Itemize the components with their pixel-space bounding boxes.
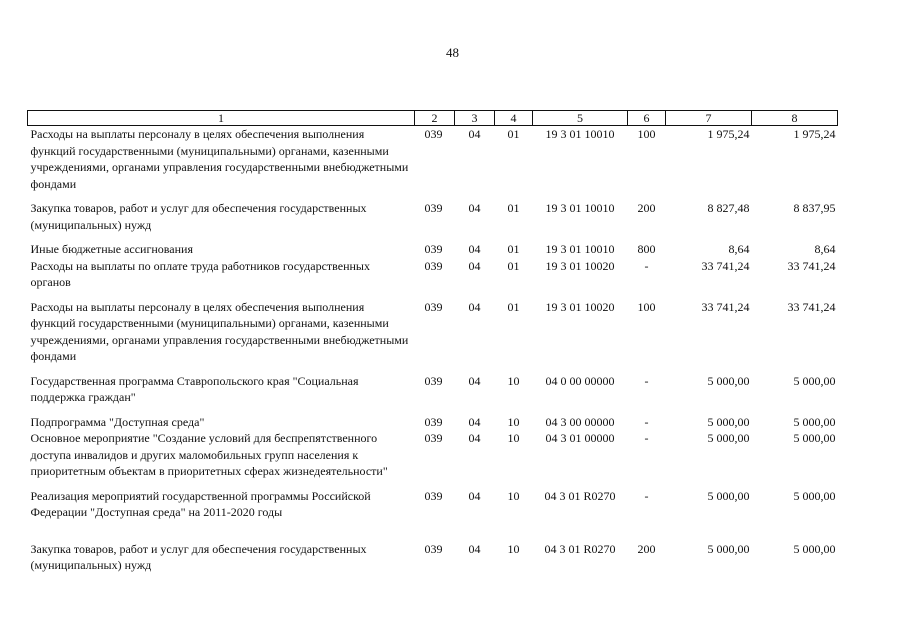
row-target-article: 04 3 01 R0270 <box>544 541 616 556</box>
header-col-8: 8 <box>752 111 838 126</box>
table-row <box>28 373 838 414</box>
row-amount-7: 8,64 <box>728 242 750 256</box>
row-target-article: 19 3 01 10010 <box>545 242 615 256</box>
row-subsection: 10 <box>507 431 520 445</box>
row-ministry-code: 039 <box>424 431 443 445</box>
row-name: Государственная программа Ставропольского края "Социальная поддержка граждан" <box>30 373 359 404</box>
row-section: 04 <box>468 258 481 273</box>
row-amount-8: 5 000,00 <box>793 541 836 556</box>
row-section: 04 <box>468 488 481 503</box>
table-row <box>28 241 838 258</box>
row-amount-7: 5 000,00 <box>707 414 750 429</box>
table-row <box>28 488 838 541</box>
row-ministry-code: 039 <box>424 373 443 388</box>
row-name: Расходы на выплаты по оплате труда работников государственных органов <box>30 258 370 289</box>
row-target-article: 19 3 01 10010 <box>545 201 615 215</box>
row-ministry-code: 039 <box>424 414 443 429</box>
row-name: Расходы на выплаты персоналу в целях обеспечения выполнения функций государственными (муниципальными) органами, казенными учреждениями, органами управления государственными внебюджетными фондами <box>30 127 409 191</box>
row-amount-8: 8,64 <box>814 242 836 256</box>
row-section: 04 <box>468 299 481 314</box>
table-row <box>28 258 838 299</box>
row-amount-8: 5 000,00 <box>793 373 836 388</box>
row-subsection: 10 <box>507 488 520 503</box>
table-row <box>28 299 838 373</box>
row-name: Закупка товаров, работ и услуг для обеспечения государственных (муниципальных) нужд <box>30 541 367 572</box>
row-amount-8: 5 000,00 <box>793 488 836 503</box>
row-target-article: 04 0 00 00000 <box>545 373 615 388</box>
table-row <box>28 430 838 488</box>
row-section: 04 <box>468 201 481 215</box>
row-name: Иные бюджетные ассигнования <box>30 242 193 256</box>
header-row <box>28 111 838 126</box>
row-expense-type: 800 <box>637 242 656 256</box>
row-target-article: 19 3 01 10020 <box>545 299 615 314</box>
row-ministry-code: 039 <box>424 242 443 256</box>
row-ministry-code: 039 <box>424 299 443 314</box>
table-row <box>28 200 838 241</box>
row-expense-type: - <box>644 258 649 273</box>
table-row <box>28 414 838 431</box>
row-amount-7: 5 000,00 <box>707 431 750 445</box>
row-amount-8: 33 741,24 <box>787 299 836 314</box>
row-amount-7: 33 741,24 <box>701 258 750 273</box>
row-subsection: 01 <box>507 299 520 314</box>
header-col-3: 3 <box>455 111 495 126</box>
row-subsection: 01 <box>507 127 520 141</box>
row-expense-type: 100 <box>637 127 656 141</box>
row-amount-7: 5 000,00 <box>707 488 750 503</box>
row-ministry-code: 039 <box>424 127 443 141</box>
row-amount-7: 5 000,00 <box>707 541 750 556</box>
row-target-article: 19 3 01 10010 <box>545 127 615 141</box>
header-col-2: 2 <box>415 111 455 126</box>
row-expense-type: 200 <box>637 201 656 215</box>
header-col-5: 5 <box>533 111 628 126</box>
row-section: 04 <box>468 541 481 556</box>
row-amount-8: 8 837,95 <box>793 201 836 215</box>
budget-table <box>27 110 838 574</box>
row-subsection: 10 <box>507 373 520 388</box>
row-name: Основное мероприятие "Создание условий для беспрепятственного доступа инвалидов и других маломобильных групп населения к приоритетным объектам в приоритетных сферах жизнедеятельности" <box>30 431 388 478</box>
row-target-article: 04 3 00 00000 <box>545 414 615 429</box>
page-number: 48 <box>446 45 459 60</box>
row-name: Подпрограмма "Доступная среда" <box>30 414 205 429</box>
row-subsection: 01 <box>507 242 520 256</box>
row-section: 04 <box>468 127 481 141</box>
row-amount-7: 33 741,24 <box>701 299 750 314</box>
header-col-1: 1 <box>28 111 415 126</box>
row-subsection: 10 <box>507 414 520 429</box>
row-subsection: 10 <box>507 541 520 556</box>
row-expense-type: 200 <box>637 541 656 556</box>
row-ministry-code: 039 <box>424 541 443 556</box>
row-name: Реализация мероприятий государственной программы Российской Федерации "Доступная среда" на 2011-2020 годы <box>30 488 371 519</box>
row-amount-7: 5 000,00 <box>707 373 750 388</box>
row-section: 04 <box>468 373 481 388</box>
row-name: Расходы на выплаты персоналу в целях обеспечения выполнения функций государственными (муниципальными) органами, казенными учреждениями, органами управления государственными внебюджетными фондами <box>30 299 409 363</box>
table-row <box>28 541 838 574</box>
row-amount-7: 8 827,48 <box>707 201 750 215</box>
header-col-4: 4 <box>495 111 533 126</box>
row-amount-8: 1 975,24 <box>793 127 836 141</box>
row-section: 04 <box>468 242 481 256</box>
row-expense-type: - <box>644 488 649 503</box>
row-expense-type: - <box>644 414 649 429</box>
row-target-article: 04 3 01 R0270 <box>544 488 616 503</box>
row-target-article: 04 3 01 00000 <box>545 431 615 445</box>
row-name: Закупка товаров, работ и услуг для обеспечения государственных (муниципальных) нужд <box>30 201 367 232</box>
header-col-7: 7 <box>666 111 752 126</box>
header-col-6: 6 <box>628 111 666 126</box>
row-amount-8: 5 000,00 <box>793 431 836 445</box>
row-ministry-code: 039 <box>424 258 443 273</box>
row-amount-8: 5 000,00 <box>793 414 836 429</box>
row-amount-7: 1 975,24 <box>707 127 750 141</box>
row-subsection: 01 <box>507 201 520 215</box>
row-amount-8: 33 741,24 <box>787 258 836 273</box>
row-section: 04 <box>468 414 481 429</box>
row-expense-type: 100 <box>637 299 656 314</box>
row-ministry-code: 039 <box>424 488 443 503</box>
row-subsection: 01 <box>507 258 520 273</box>
row-target-article: 19 3 01 10020 <box>545 258 615 273</box>
row-section: 04 <box>468 431 481 445</box>
table-row <box>28 126 838 201</box>
row-expense-type: - <box>644 431 649 445</box>
row-ministry-code: 039 <box>424 201 443 215</box>
row-expense-type: - <box>644 373 649 388</box>
